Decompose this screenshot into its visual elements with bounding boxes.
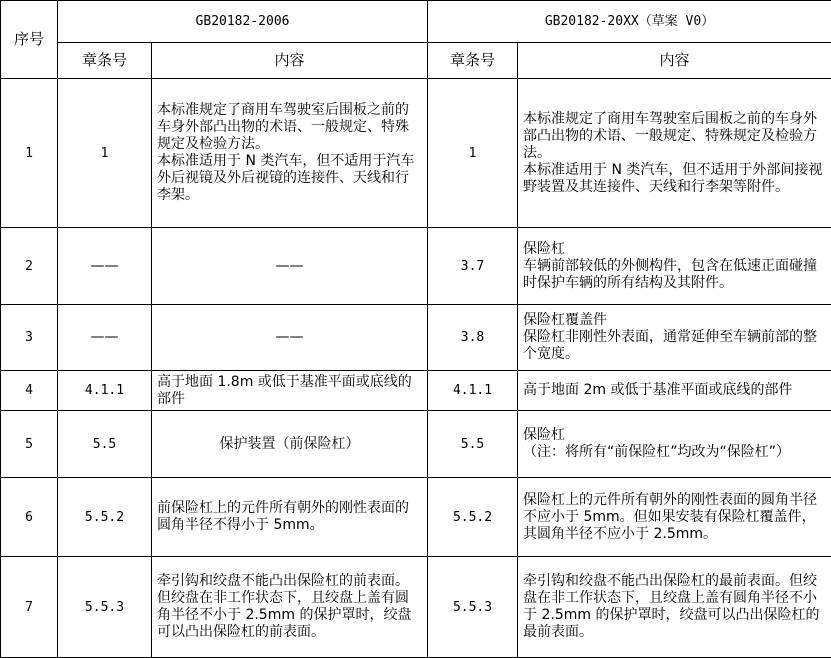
table-row	[1, 371, 831, 411]
header-row-standards	[1, 1, 831, 43]
new-clause-cell: 1	[428, 79, 518, 228]
old-content-cell: 牵引钩和绞盘不能凸出保险杠的前表面。但绞盘在非工作状态下，且绞盘上盖有圆角半径不小于 2.5mm 的保护罩时，绞盘可以凸出保险杠的前表面。	[152, 557, 428, 658]
new-content-cell: 高于地面 2m 或低于基准平面或底线的部件	[518, 371, 831, 411]
new-clause-cell: 5.5.2	[428, 478, 518, 557]
seq-cell: 3	[1, 305, 58, 371]
seq-cell: 2	[1, 228, 58, 305]
new-content-cell: 保险杠 （注：将所有“前保险杠”均改为“保险杠”）	[518, 411, 831, 478]
table-row	[1, 557, 831, 658]
new-clause-cell: 3.7	[428, 228, 518, 305]
new-clause-cell: 4.1.1	[428, 371, 518, 411]
old-content-cell: ——	[152, 228, 428, 305]
old-content-cell: 保护装置（前保险杠）	[152, 411, 428, 478]
old-content-cell: 本标准规定了商用车驾驶室后围板之前的车身外部凸出物的术语、一般规定、特殊规定及检验方法。 本标准适用于 N 类汽车，但不适用于汽车外后视镜及外后视镜的连接件、天线和行李架。	[152, 79, 428, 228]
old-clause-cell: ——	[58, 228, 152, 305]
old-clause-cell: ——	[58, 305, 152, 371]
header-row-columns	[1, 43, 831, 79]
new-clause-cell: 3.8	[428, 305, 518, 371]
table-row	[1, 228, 831, 305]
table-row	[1, 478, 831, 557]
old-clause-cell: 4.1.1	[58, 371, 152, 411]
old-clause-cell: 1	[58, 79, 152, 228]
old-clause-header: 章条号	[58, 43, 152, 79]
old-standard-header: GB20182-2006	[58, 1, 428, 43]
table-row	[1, 305, 831, 371]
new-clause-cell: 5.5	[428, 411, 518, 478]
new-content-cell: 保险杠上的元件所有朝外的刚性表面的圆角半径不应小于 5mm。但如果安装有保险杠覆盖件，其圆角半径不应小于 2.5mm。	[518, 478, 831, 557]
new-content-cell: 保险杠覆盖件 保险杠非刚性外表面，通常延伸至车辆前部的整个宽度。	[518, 305, 831, 371]
old-content-cell: 前保险杠上的元件所有朝外的刚性表面的圆角半径不得小于 5mm。	[152, 478, 428, 557]
new-content-cell: 牵引钩和绞盘不能凸出保险杠的最前表面。但绞盘在非工作状态下，且绞盘上盖有圆角半径不小于 2.5mm 的保护罩时，绞盘可以凸出保险杠的最前表面。	[518, 557, 831, 658]
old-clause-cell: 5.5.2	[58, 478, 152, 557]
seq-cell: 5	[1, 411, 58, 478]
new-clause-cell: 5.5.3	[428, 557, 518, 658]
new-content-header: 内容	[518, 43, 831, 79]
new-standard-header: GB20182-20XX（草案 V0）	[428, 1, 831, 43]
old-clause-cell: 5.5.3	[58, 557, 152, 658]
old-clause-cell: 5.5	[58, 411, 152, 478]
seq-cell: 6	[1, 478, 58, 557]
old-content-cell: 高于地面 1.8m 或低于基准平面或底线的部件	[152, 371, 428, 411]
seq-header: 序号	[1, 1, 58, 79]
old-content-cell: ——	[152, 305, 428, 371]
new-content-cell: 本标准规定了商用车驾驶室后围板之前的车身外部凸出物的术语、一般规定、特殊规定及检验方法。 本标准适用于 N 类汽车，但不适用于外部间接视野装置及其连接件、天线和行李架等附件。	[518, 79, 831, 228]
seq-cell: 4	[1, 371, 58, 411]
seq-cell: 7	[1, 557, 58, 658]
new-clause-header: 章条号	[428, 43, 518, 79]
seq-cell: 1	[1, 79, 58, 228]
table-row	[1, 79, 831, 228]
table-row	[1, 411, 831, 478]
old-content-header: 内容	[152, 43, 428, 79]
new-content-cell: 保险杠 车辆前部较低的外侧构件，包含在低速正面碰撞时保护车辆的所有结构及其附件。	[518, 228, 831, 305]
